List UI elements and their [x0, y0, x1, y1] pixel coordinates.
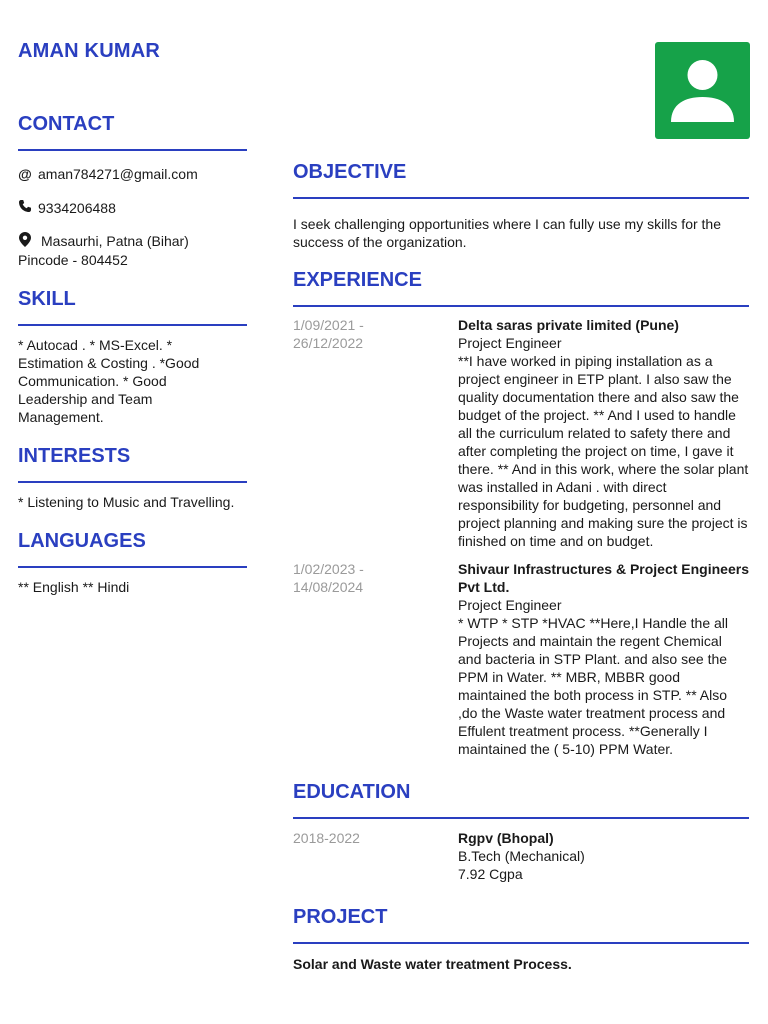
- contact-heading: CONTACT: [18, 112, 247, 151]
- experience-date: 1/09/2021 - 26/12/2022: [293, 317, 364, 351]
- skill-heading: SKILL: [18, 287, 247, 326]
- education-heading: EDUCATION: [293, 780, 749, 819]
- phone-icon: [18, 199, 32, 213]
- project-title: Solar and Waste water treatment Process.: [293, 956, 572, 972]
- experience-role: Project Engineer: [458, 335, 562, 351]
- interests-text: * Listening to Music and Travelling.: [18, 494, 235, 510]
- interests-section: [18, 444, 247, 511]
- experience-section: [293, 268, 749, 758]
- objective-heading: OBJECTIVE: [293, 160, 749, 199]
- experience-role: Project Engineer: [458, 597, 562, 613]
- contact-section: [18, 112, 247, 269]
- avatar: [655, 42, 750, 139]
- address-line1: Masaurhi, Patna (Bihar): [41, 233, 189, 249]
- project-section: [293, 905, 749, 973]
- left-column: [18, 112, 247, 596]
- address-block: [18, 232, 247, 269]
- education-school: Rgpv (Bhopal): [458, 830, 554, 846]
- skill-text: * Autocad . * MS-Excel. * Estimation & Costing . *Good Communication. * Good Leadership and Team Management.: [18, 337, 200, 425]
- education-section: [293, 780, 749, 883]
- map-pin-icon: [18, 232, 32, 247]
- phone-line: [18, 199, 247, 217]
- experience-heading: EXPERIENCE: [293, 268, 749, 307]
- education-degree: B.Tech (Mechanical): [458, 848, 585, 864]
- skill-section: [18, 287, 247, 426]
- objective-text: I seek challenging opportunities where I can fully use my skills for the success of the organization.: [293, 216, 721, 250]
- at-sign-icon: @: [18, 166, 32, 182]
- languages-section: [18, 529, 247, 596]
- experience-item: [293, 560, 749, 758]
- education-score: 7.92 Cgpa: [458, 866, 523, 882]
- languages-text: ** English ** Hindi: [18, 579, 130, 595]
- experience-description: **I have worked in piping installation as a project engineer in ETP plant. I also saw the quality documentation there and also saw the budget of the project. ** And I used to handle all the curriculum related to safety there and after completing the project on time, I gave it there. ** And in this work, where the solar plant was installed in Adani . with direct responsibility for budgeting, personnel and project planning and making sure the project is finished on time and on budget.: [458, 353, 749, 549]
- interests-heading: INTERESTS: [18, 444, 247, 483]
- phone-text: 9334206488: [38, 200, 116, 216]
- email-line: [18, 165, 247, 183]
- right-column: [293, 160, 749, 973]
- objective-section: [293, 160, 749, 251]
- address-line2: Pincode - 804452: [18, 252, 128, 268]
- user-silhouette-icon: [655, 42, 750, 139]
- project-heading: PROJECT: [293, 905, 749, 944]
- experience-company: Delta saras private limited (Pune): [458, 317, 679, 333]
- experience-description: * WTP * STP *HVAC **Here,I Handle the all Projects and maintain the regent Chemical and bacteria in STP Plant. and also see the PPM in Water. ** MBR, MBBR good maintained the both process in STP. ** Also ,do the Waste water treatment process and Effulent treatment process. **Generally I maintained the ( 5-10) PPM Water.: [458, 615, 728, 757]
- candidate-name: AMAN KUMAR: [18, 40, 160, 62]
- experience-date: 1/02/2023 - 14/08/2024: [293, 561, 364, 595]
- languages-heading: LANGUAGES: [18, 529, 247, 568]
- education-item: [293, 829, 749, 883]
- experience-item: [293, 316, 749, 550]
- experience-company: Shivaur Infrastructures & Project Engineers Pvt Ltd.: [458, 561, 749, 595]
- education-date: 2018-2022: [293, 830, 360, 846]
- email-text: aman784271@gmail.com: [38, 166, 198, 182]
